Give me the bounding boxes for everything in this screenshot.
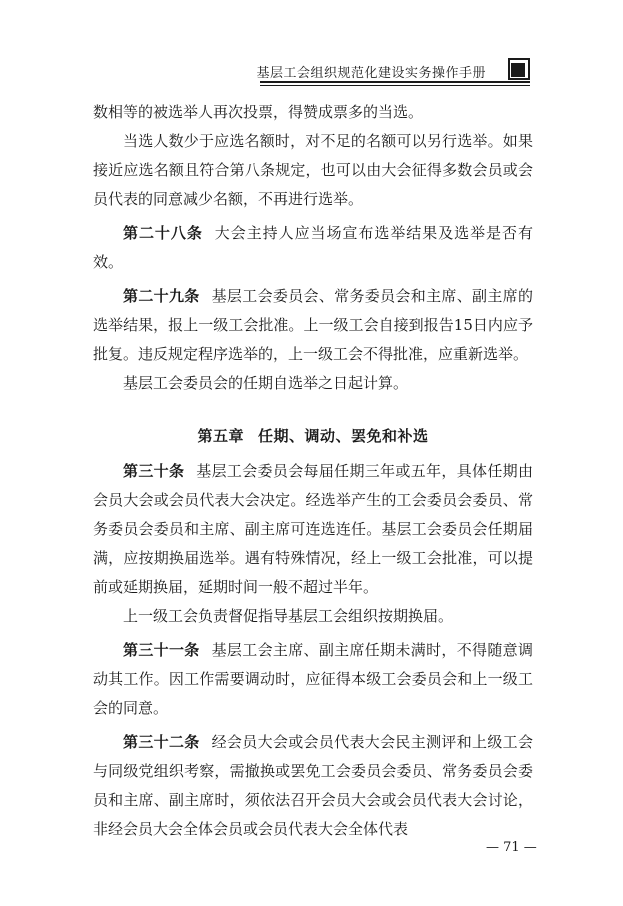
running-header xyxy=(92,58,530,86)
article-28-text: 大会主持人应当场宣布选举结果及选举是否有效。 xyxy=(93,224,533,271)
article-29-text: 基层工会委员会、常务委员会和主席、副主席的选举结果，报上一级工会批准。上一级工会自接到报告15日内应予批复。违反规定程序选举的，上一级工会不得批准，应重新选举。 xyxy=(93,287,533,363)
page-body xyxy=(93,98,533,844)
chapter-number: 第五章 xyxy=(197,427,244,445)
article-32 xyxy=(93,728,533,844)
article-28-label: 第二十八条 xyxy=(123,224,203,242)
chapter-heading xyxy=(93,422,533,451)
paragraph-supervision: 上一级工会负责督促指导基层工会组织按期换届。 xyxy=(123,607,454,625)
header-ornament-fill xyxy=(511,63,525,77)
article-30-text: 基层工会委员会每届任期三年或五年，具体任期由会员大会或会员代表大会决定。经选举产生的工会委员会委员、常务委员会委员和主席、副主席可连选连任。基层工会委员会任期届满，应按期换届选举。遇有特殊情况，经上一级工会批准，可以提前或延期换届，延期时间一般不超过半年。 xyxy=(93,462,533,596)
header-rule xyxy=(260,81,530,83)
article-30 xyxy=(93,457,533,602)
paragraph-term-start: 基层工会委员会的任期自选举之日起计算。 xyxy=(123,374,409,392)
article-29 xyxy=(93,282,533,369)
article-31 xyxy=(93,636,533,723)
paragraph-shortfall: 当选人数少于应选名额时，对不足的名额可以另行选举。如果接近应选名额且符合第八条规定，也可以由大会征得多数会员或会员代表的同意减少名额，不再进行选举。 xyxy=(93,132,533,208)
article-31-text: 基层工会主席、副主席任期未满时，不得随意调动其工作。因工作需要调动时，应征得本级工会委员会和上一级工会的同意。 xyxy=(93,641,533,717)
article-31-label: 第三十一条 xyxy=(123,641,200,659)
article-28 xyxy=(93,219,533,277)
article-30-label: 第三十条 xyxy=(123,462,185,480)
article-32-label: 第三十二条 xyxy=(123,733,200,751)
article-32-text: 经会员大会或会员代表大会民主测评和上级工会与同级党组织考察，需撤换或罢免工会委员会委员、常务委员会委员和主席、副主席时，须依法召开会员大会或会员代表大会讨论，非经会员大会全体会员或会员代表大会全体代表 xyxy=(93,733,533,838)
running-header-title: 基层工会组织规范化建设实务操作手册 xyxy=(256,66,486,81)
chapter-title: 任期、调动、罢免和补选 xyxy=(258,427,429,445)
header-rule-thin xyxy=(260,85,530,86)
page-number: — 71 — xyxy=(486,840,537,855)
article-29-label: 第二十九条 xyxy=(123,287,200,305)
paragraph-continued: 数相等的被选举人再次投票，得赞成票多的当选。 xyxy=(93,103,424,121)
